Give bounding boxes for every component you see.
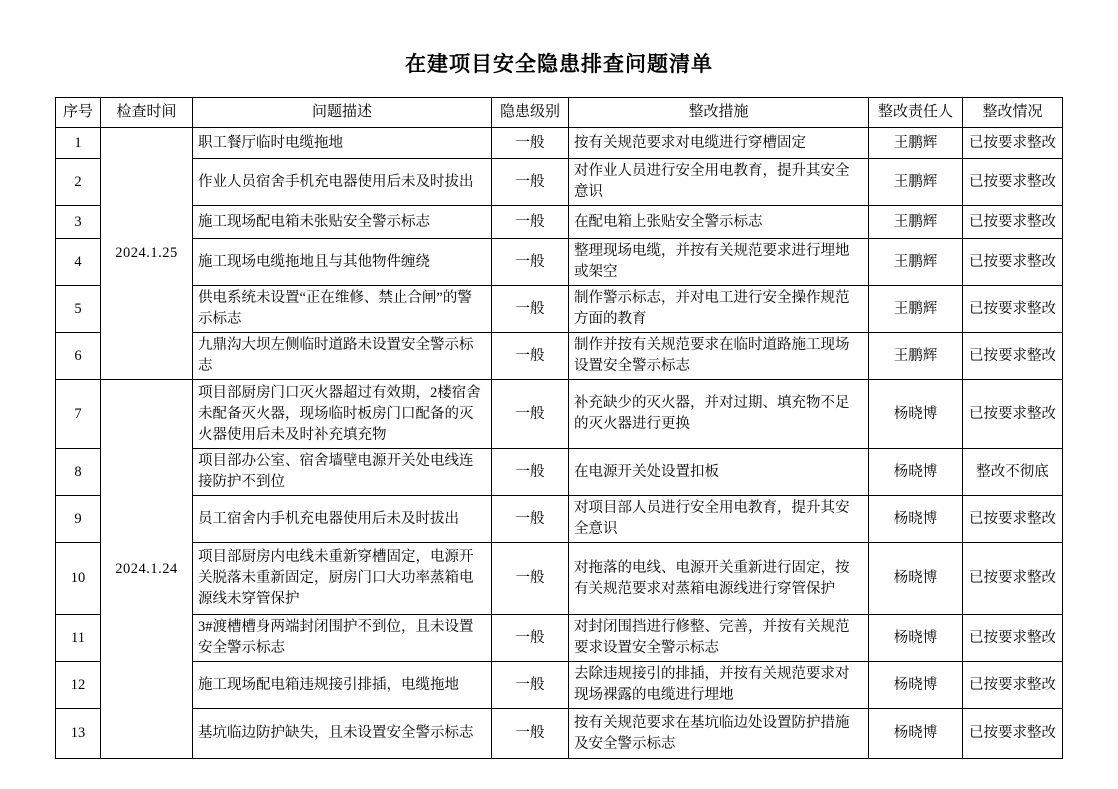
cell-responsible: 杨晓博 [869, 449, 963, 496]
cell-responsible: 王鹏辉 [869, 333, 963, 380]
table-row [56, 709, 1063, 759]
column-header-inspection-time: 检查时间 [101, 98, 193, 128]
cell-status: 已按要求整改 [963, 380, 1063, 449]
cell-measure: 按有关规范要求在基坑临边处设置防护措施及安全警示标志 [569, 709, 869, 759]
cell-responsible: 杨晓博 [869, 662, 963, 709]
cell-status: 已按要求整改 [963, 286, 1063, 333]
table-row [56, 543, 1063, 615]
cell-responsible: 杨晓博 [869, 543, 963, 615]
cell-level: 一般 [492, 239, 569, 286]
cell-level: 一般 [492, 662, 569, 709]
cell-responsible: 杨晓博 [869, 496, 963, 543]
cell-level: 一般 [492, 128, 569, 159]
cell-level: 一般 [492, 206, 569, 239]
cell-measure: 对拖落的电线、电源开关重新进行固定，按有关规范要求对蒸箱电源线进行穿管保护 [569, 543, 869, 615]
cell-no: 10 [56, 543, 101, 615]
cell-level: 一般 [492, 380, 569, 449]
cell-level: 一般 [492, 286, 569, 333]
column-header-responsible-person: 整改责任人 [869, 98, 963, 128]
cell-status: 已按要求整改 [963, 662, 1063, 709]
cell-problem: 3#渡槽槽身两端封闭围护不到位，且未设置安全警示标志 [193, 615, 492, 662]
cell-level: 一般 [492, 709, 569, 759]
issue-table [55, 97, 1063, 759]
table-row [56, 662, 1063, 709]
table-row [56, 380, 1063, 449]
table-row [56, 449, 1063, 496]
cell-status: 已按要求整改 [963, 496, 1063, 543]
table-row [56, 159, 1063, 206]
cell-no: 1 [56, 128, 101, 159]
table-row [56, 206, 1063, 239]
cell-level: 一般 [492, 496, 569, 543]
cell-problem: 作业人员宿舍手机充电器使用后未及时拔出 [193, 159, 492, 206]
cell-problem: 施工现场配电箱未张贴安全警示标志 [193, 206, 492, 239]
cell-responsible: 杨晓博 [869, 709, 963, 759]
cell-no: 7 [56, 380, 101, 449]
cell-problem: 职工餐厅临时电缆拖地 [193, 128, 492, 159]
table-row [56, 333, 1063, 380]
cell-status: 已按要求整改 [963, 206, 1063, 239]
cell-problem: 施工现场电缆拖地且与其他物件缠绕 [193, 239, 492, 286]
cell-problem: 项目部办公室、宿舍墙壁电源开关处电线连接防护不到位 [193, 449, 492, 496]
cell-no: 5 [56, 286, 101, 333]
cell-no: 8 [56, 449, 101, 496]
cell-level: 一般 [492, 615, 569, 662]
cell-status: 已按要求整改 [963, 615, 1063, 662]
cell-no: 4 [56, 239, 101, 286]
cell-measure: 对作业人员进行安全用电教育，提升其安全意识 [569, 159, 869, 206]
cell-measure: 去除违规接引的排插，并按有关规范要求对现场裸露的电缆进行埋地 [569, 662, 869, 709]
cell-measure: 补充缺少的灭火器，并对过期、填充物不足的灭火器进行更换 [569, 380, 869, 449]
table-header-row [56, 98, 1063, 128]
column-header-hazard-level: 隐患级别 [492, 98, 569, 128]
cell-problem: 项目部厨房内电线未重新穿槽固定，电源开关脱落未重新固定，厨房门口大功率蒸箱电源线未穿管保护 [193, 543, 492, 615]
cell-status: 已按要求整改 [963, 159, 1063, 206]
cell-level: 一般 [492, 449, 569, 496]
cell-no: 11 [56, 615, 101, 662]
cell-no: 3 [56, 206, 101, 239]
cell-measure: 在电源开关处设置扣板 [569, 449, 869, 496]
table-row [56, 615, 1063, 662]
cell-responsible: 王鹏辉 [869, 206, 963, 239]
cell-level: 一般 [492, 333, 569, 380]
table-row [56, 496, 1063, 543]
cell-problem: 供电系统未设置“正在维修、禁止合闸”的警示标志 [193, 286, 492, 333]
table-row [56, 239, 1063, 286]
page-title: 在建项目安全隐患排查问题清单 [405, 52, 713, 76]
column-header-rectification-status: 整改情况 [963, 98, 1063, 128]
cell-problem: 基坑临边防护缺失，且未设置安全警示标志 [193, 709, 492, 759]
cell-measure: 按有关规范要求对电缆进行穿槽固定 [569, 128, 869, 159]
cell-inspection-date: 2024.1.24 [101, 380, 193, 759]
column-header-rectification-measures: 整改措施 [569, 98, 869, 128]
cell-problem: 项目部厨房门口灭火器超过有效期，2楼宿舍未配备灭火器，现场临时板房门口配备的灭火器使用后未及时补充填充物 [193, 380, 492, 449]
cell-problem: 员工宿舍内手机充电器使用后未及时拔出 [193, 496, 492, 543]
cell-responsible: 王鹏辉 [869, 128, 963, 159]
cell-measure: 在配电箱上张贴安全警示标志 [569, 206, 869, 239]
cell-responsible: 王鹏辉 [869, 159, 963, 206]
cell-responsible: 杨晓博 [869, 380, 963, 449]
cell-status: 已按要求整改 [963, 128, 1063, 159]
cell-level: 一般 [492, 159, 569, 206]
cell-problem: 施工现场配电箱违规接引排插，电缆拖地 [193, 662, 492, 709]
cell-responsible: 杨晓博 [869, 615, 963, 662]
table-row [56, 128, 1063, 159]
cell-no: 12 [56, 662, 101, 709]
cell-status: 已按要求整改 [963, 543, 1063, 615]
cell-status: 整改不彻底 [963, 449, 1063, 496]
cell-no: 13 [56, 709, 101, 759]
cell-level: 一般 [492, 543, 569, 615]
cell-measure: 制作并按有关规范要求在临时道路施工现场设置安全警示标志 [569, 333, 869, 380]
cell-measure: 对封闭围挡进行修整、完善，并按有关规范要求设置安全警示标志 [569, 615, 869, 662]
cell-no: 9 [56, 496, 101, 543]
cell-status: 已按要求整改 [963, 239, 1063, 286]
table-row [56, 286, 1063, 333]
column-header-problem-description: 问题描述 [193, 98, 492, 128]
cell-status: 已按要求整改 [963, 709, 1063, 759]
cell-measure: 对项目部人员进行安全用电教育，提升其安全意识 [569, 496, 869, 543]
cell-responsible: 王鹏辉 [869, 286, 963, 333]
cell-status: 已按要求整改 [963, 333, 1063, 380]
cell-problem: 九鼎沟大坝左侧临时道路未设置安全警示标志 [193, 333, 492, 380]
cell-no: 2 [56, 159, 101, 206]
cell-responsible: 王鹏辉 [869, 239, 963, 286]
column-header-no: 序号 [56, 98, 101, 128]
cell-no: 6 [56, 333, 101, 380]
cell-inspection-date: 2024.1.25 [101, 128, 193, 380]
cell-measure: 制作警示标志，并对电工进行安全操作规范方面的教育 [569, 286, 869, 333]
cell-measure: 整理现场电缆，并按有关规范要求进行埋地或架空 [569, 239, 869, 286]
